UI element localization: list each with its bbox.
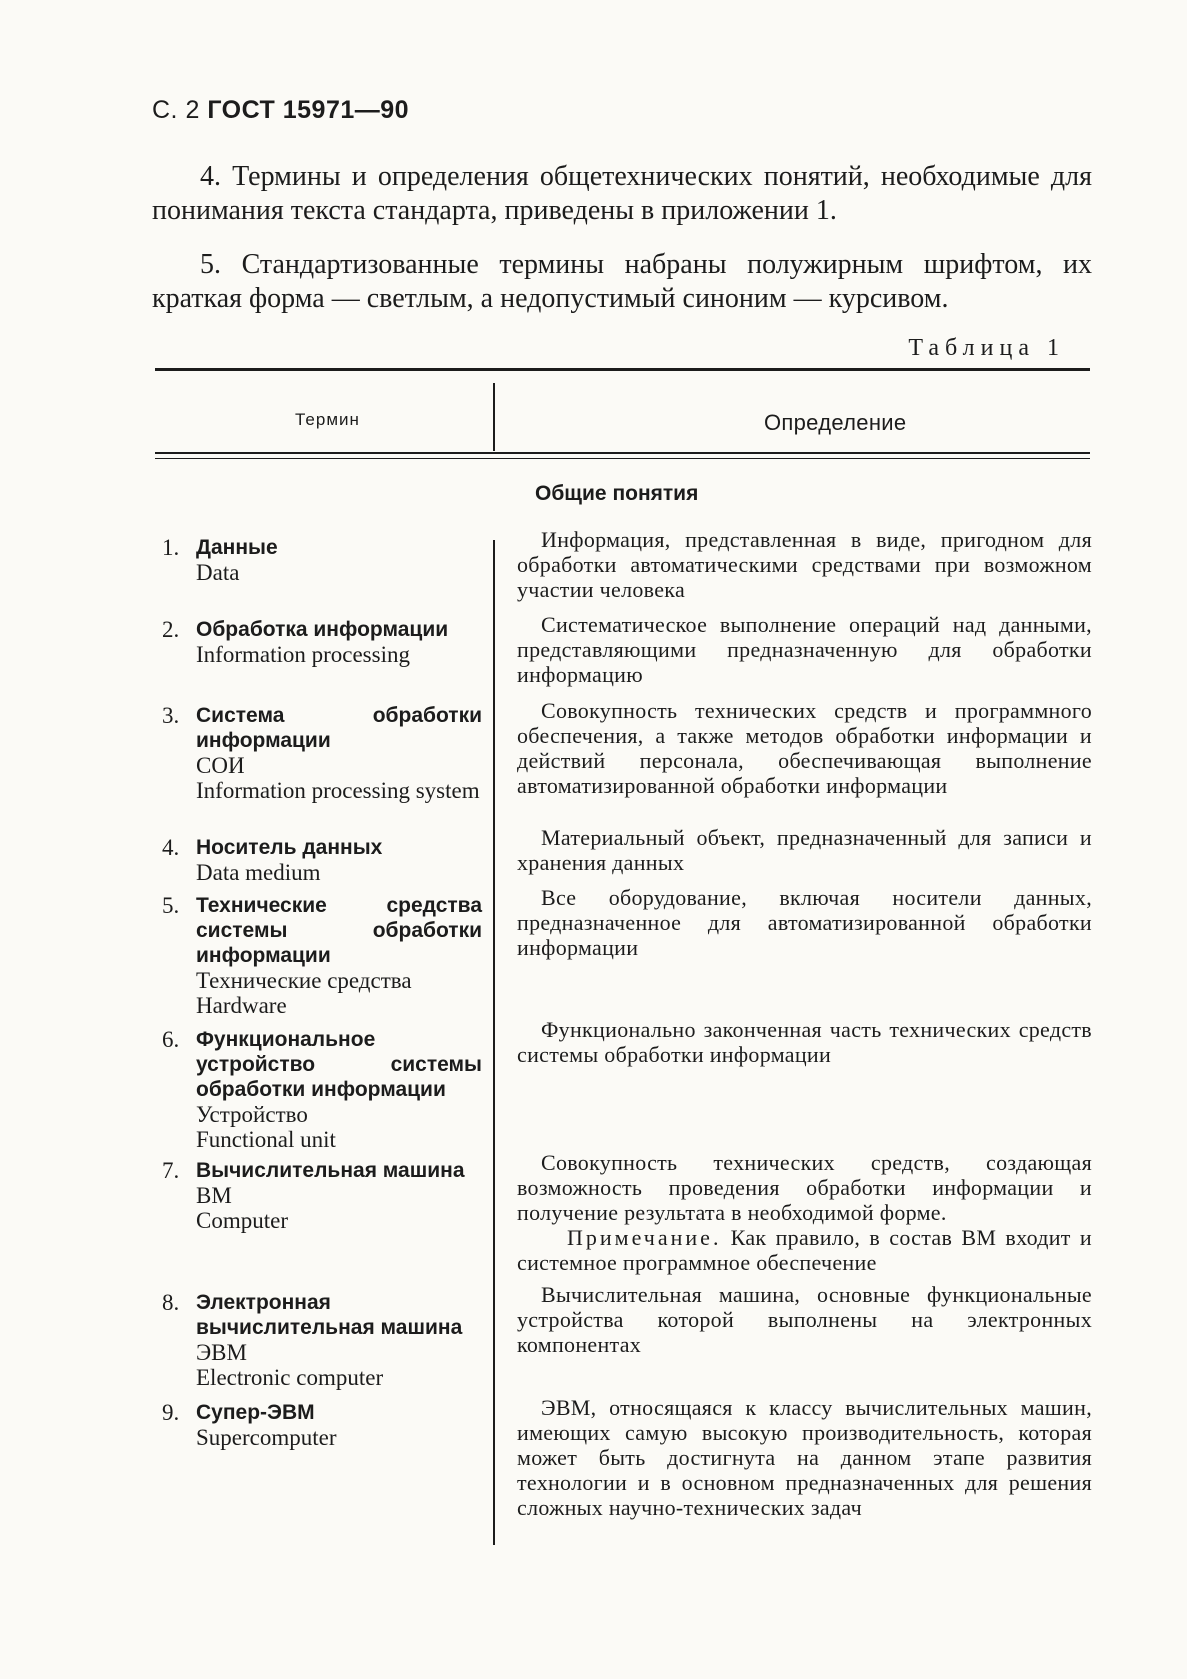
definition-row-1: Информация, представленная в виде, пригодном для обработки автоматическими средствами при возможном участии человека — [517, 527, 1092, 602]
term-number: 2. — [162, 617, 180, 642]
term-number: 1. — [162, 535, 180, 560]
table-header-rule — [155, 452, 1090, 454]
term-name: Данные — [196, 536, 278, 559]
term-english: Data — [196, 560, 240, 585]
term-number: 9. — [162, 1400, 180, 1425]
table-caption: Таблица 1 — [908, 335, 1065, 361]
note-label: Примечание. — [567, 1225, 722, 1250]
term-row-3 — [162, 703, 482, 803]
term-name: Система обработки информации — [196, 704, 482, 752]
term-row-8 — [162, 1290, 482, 1390]
term-row-9 — [162, 1400, 482, 1450]
term-short-form: Технические средства — [196, 968, 412, 993]
term-name: Супер-ЭВМ — [196, 1401, 315, 1424]
definition-row-7 — [517, 1150, 1092, 1275]
term-row-7 — [162, 1158, 482, 1233]
term-row-1 — [162, 535, 482, 585]
column-header-definition: Определение — [764, 410, 907, 435]
definition-row-5: Все оборудование, включая носители данных, предназначенное для автоматизированной обработки информации — [517, 885, 1092, 960]
term-number: 4. — [162, 835, 180, 860]
term-name: Функциональное устройство системы обработки информации — [196, 1028, 482, 1101]
term-name: Вычислительная машина — [196, 1159, 465, 1182]
term-abbreviation: ВМ — [196, 1183, 232, 1208]
definition-row-8: Вычислительная машина, основные функциональные устройства которой выполнены на электронных компонентах — [517, 1282, 1092, 1357]
running-head — [152, 96, 409, 125]
table-header-rule-thin — [155, 458, 1090, 459]
term-number: 5. — [162, 893, 180, 918]
section-title: Общие понятия — [535, 482, 699, 505]
term-english: Functional unit — [196, 1127, 336, 1152]
term-english: Supercomputer — [196, 1425, 337, 1450]
definition-row-2: Систематическое выполнение операций над данными, представляющими предназначенную для обработки информацию — [517, 612, 1092, 687]
term-number: 7. — [162, 1158, 180, 1183]
note-text: Как правило, в состав ВМ входит и системное программное обеспечение — [517, 1225, 1092, 1275]
term-english: Data medium — [196, 860, 321, 885]
term-row-6 — [162, 1027, 482, 1152]
table-body-divider — [493, 540, 495, 1545]
definition-row-9: ЭВМ, относящаяся к классу вычислительных машин, имеющих самую высокую производительность, которая может быть достигнута на данном этапе развития технологии и в основном предназначенных для решения сложных научно-технических задач — [517, 1395, 1092, 1520]
intro-paragraph-4: 4. Термины и определения общетехнических понятий, необходимые для понимания текста стандарта, приведены в приложении 1. — [152, 161, 1092, 226]
intro-paragraph-5: 5. Стандартизованные термины набраны полужирным шрифтом, их краткая форма — светлым, а недопустимый синоним — курсивом. — [152, 249, 1092, 314]
term-row-2 — [162, 617, 482, 667]
term-english: Information processing — [196, 642, 410, 667]
term-row-4 — [162, 835, 482, 885]
term-name: Технические средства системы обработки информации — [196, 894, 482, 967]
term-name: Носитель данных — [196, 836, 383, 859]
term-name: Электронная вычислительная машина — [196, 1291, 463, 1339]
term-english: Electronic computer — [196, 1365, 384, 1390]
term-english: Computer — [196, 1208, 288, 1233]
term-english: Hardware — [196, 993, 287, 1018]
term-abbreviation: ЭВМ — [196, 1340, 247, 1365]
definition-row-3: Совокупность технических средств и программного обеспечения, а также методов обработки информации и действий персонала, обеспечивающая выполнение автоматизированной обработки информации — [517, 698, 1092, 798]
definition-row-4: Материальный объект, предназначенный для записи и хранения данных — [517, 825, 1092, 875]
definition-text: Совокупность технических средств, создающая возможность проведения обработки информации и получение результата в необходимой форме. — [517, 1150, 1092, 1225]
term-short-form: Устройство — [196, 1102, 308, 1127]
term-abbreviation: СОИ — [196, 753, 245, 778]
term-english: Information processing system — [196, 778, 480, 803]
term-number: 6. — [162, 1027, 180, 1052]
standard-number: ГОСТ 15971—90 — [207, 96, 410, 124]
definition-note — [517, 1225, 1092, 1275]
term-number: 8. — [162, 1290, 180, 1315]
term-row-5 — [162, 893, 482, 1018]
page-number: С. 2 — [152, 96, 200, 124]
definition-row-6: Функционально законченная часть технических средств системы обработки информации — [517, 1017, 1092, 1067]
term-name: Обработка информации — [196, 618, 449, 641]
column-header-term: Термин — [295, 410, 360, 429]
table-top-rule — [155, 368, 1090, 371]
term-number: 3. — [162, 703, 180, 728]
